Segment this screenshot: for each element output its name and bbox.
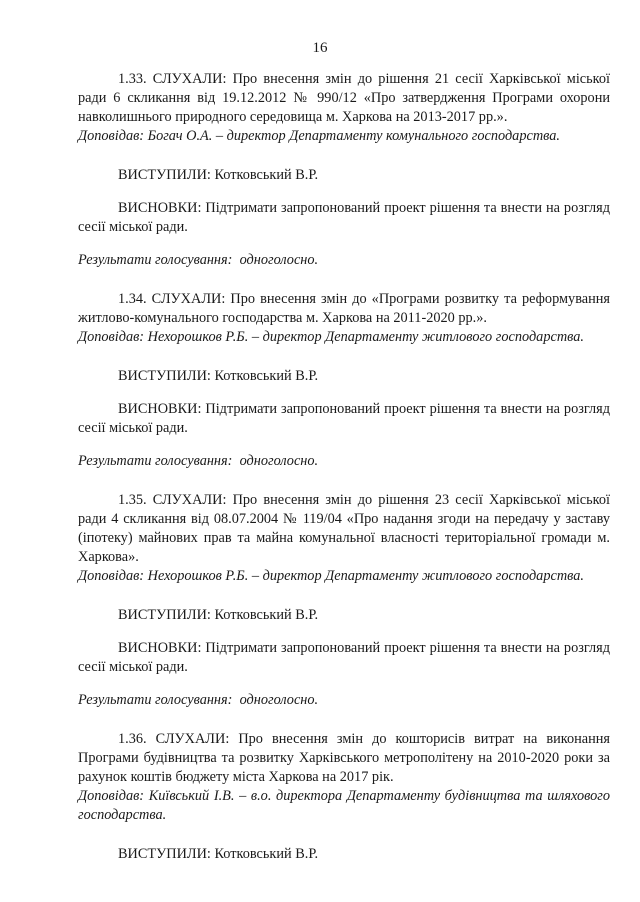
- vote-result: [78, 452, 610, 471]
- vote-result: [78, 691, 610, 710]
- agenda-item-1-35: [78, 491, 610, 710]
- vote-value: одноголосно.: [239, 453, 319, 469]
- agenda-item-1-36: [78, 730, 610, 864]
- heard-paragraph: 1.36. СЛУХАЛИ: Про внесення змін до кошторисів витрат на виконання Програми будівництва та розвитку Харківського метрополітену на 2010-2020 роки за рахунок коштів бюджету міста Харкова на 2017 рік.: [78, 731, 610, 785]
- spoke-line: ВИСТУПИЛИ: Котковський В.Р.: [118, 167, 319, 183]
- heard-paragraph: 1.33. СЛУХАЛИ: Про внесення змін до рішення 21 сесії Харківської міської ради 6 скликання від 19.12.2012 № 990/12 «Про затвердження Програми охорони навколишнього природного середовища м. Харкова на 2013-2017 рр.».: [78, 71, 610, 125]
- reporter-line: Доповідав: Богач О.А. – директор Департаменту комунального господарства.: [78, 128, 560, 144]
- reporter-line: Доповідав: Нехорошков Р.Б. – директор Департаменту житлового господарства.: [78, 329, 584, 345]
- spoke-line: ВИСТУПИЛИ: Котковський В.Р.: [118, 846, 319, 862]
- minutes-content: [78, 70, 610, 864]
- conclusion-paragraph: ВИСНОВКИ: Підтримати запропонований проект рішення та внести на розгляд сесії міської ради.: [78, 200, 610, 235]
- vote-label: Результати голосування:: [78, 692, 233, 708]
- heard-paragraph: 1.35. СЛУХАЛИ: Про внесення змін до рішення 23 сесії Харківської міської ради 4 скликання від 08.07.2004 № 119/04 «Про надання згоди на передачу у заставу (іпотеку) майнових прав та майна комунальної власності територіальної громади м. Харкова».: [78, 492, 610, 565]
- conclusion-paragraph: ВИСНОВКИ: Підтримати запропонований проект рішення та внести на розгляд сесії міської ради.: [78, 401, 610, 436]
- vote-label: Результати голосування:: [78, 252, 233, 268]
- spoke-line: ВИСТУПИЛИ: Котковський В.Р.: [118, 607, 319, 623]
- vote-label: Результати голосування:: [78, 453, 233, 469]
- page-number: 16: [312, 40, 328, 56]
- agenda-item-1-34: [78, 290, 610, 471]
- vote-value: одноголосно.: [239, 252, 319, 268]
- reporter-line: Доповідав: Нехорошков Р.Б. – директор Департаменту житлового господарства.: [78, 568, 584, 584]
- heard-paragraph: 1.34. СЛУХАЛИ: Про внесення змін до «Програми розвитку та реформування житлово-комунального господарства м. Харкова на 2011-2020 рр.».: [78, 291, 610, 326]
- vote-value: одноголосно.: [239, 692, 319, 708]
- reporter-line: Доповідав: Київський І.В. – в.о. директора Департаменту будівництва та шляхового господарства.: [78, 788, 610, 823]
- agenda-item-1-33: [78, 70, 610, 270]
- conclusion-paragraph: ВИСНОВКИ: Підтримати запропонований проект рішення та внести на розгляд сесії міської ради.: [78, 640, 610, 675]
- vote-result: [78, 251, 610, 270]
- spoke-line: ВИСТУПИЛИ: Котковський В.Р.: [118, 368, 319, 384]
